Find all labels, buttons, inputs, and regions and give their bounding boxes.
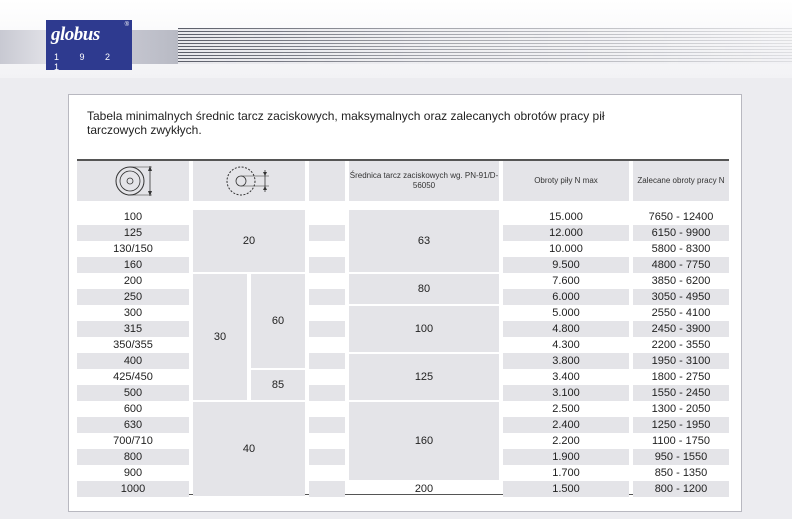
logo-wordmark: globus: [51, 24, 100, 45]
rpm-recommended-cell: 1800 - 2750: [651, 371, 711, 383]
rpm-recommended-cell: 2200 - 3550: [651, 339, 711, 351]
rpm-max-cell: 2.500: [552, 403, 580, 415]
logo-registered: ®: [124, 22, 129, 28]
logo-year: 1 9 2 1: [54, 52, 120, 72]
spacer-cell: [309, 321, 345, 337]
rpm-recommended-cell: 800 - 1200: [633, 481, 729, 497]
bore-diameter-icon: [219, 162, 279, 200]
saw-diameter-cell: 350/355: [113, 339, 153, 351]
bore-group-cell: 40: [193, 402, 305, 496]
rpm-max-cell: 12.000: [503, 225, 629, 241]
spacer-cell: [309, 481, 345, 497]
spacer-cell: [309, 241, 345, 257]
rpm-max-cell: 5.000: [552, 307, 580, 319]
header-bore-diameter: [193, 161, 305, 201]
rpm-recommended-cell: 850 - 1350: [654, 467, 708, 479]
table-caption: Tabela minimalnych średnic tarcz zaciskowych, maksymalnych oraz zalecanych obrotów pracy pił tarczowych zwykłych.: [87, 109, 605, 137]
clamp-group-cell: 200: [414, 483, 434, 495]
bore-sub-cell: 60: [251, 274, 305, 368]
spacer-cell: [309, 257, 345, 273]
rpm-recommended-cell: 1100 - 1750: [652, 435, 710, 447]
rpm-recommended-cell: 1250 - 1950: [633, 417, 729, 433]
spacer-cell: [309, 465, 345, 481]
rpm-max-cell: 9.500: [503, 257, 629, 273]
saw-diameter-cell: 425/450: [113, 371, 153, 383]
saw-diameter-cell: 160: [77, 257, 189, 273]
spacer-cell: [309, 289, 345, 305]
rpm-recommended-cell: 3850 - 6200: [651, 275, 711, 287]
header-band-mid: [132, 30, 178, 64]
saw-diameter-cell: 500: [77, 385, 189, 401]
saw-diameter-cell: 250: [77, 289, 189, 305]
rpm-recommended-cell: 6150 - 9900: [633, 225, 729, 241]
saw-diameter-cell: 630: [77, 417, 189, 433]
header-clamp-diameter: Średnica tarcz zaciskowych wg. PN-91/D-56050: [349, 161, 499, 201]
spacer-cell: [309, 273, 345, 289]
saw-diameter-cell: 315: [77, 321, 189, 337]
rpm-max-cell: 1.900: [503, 449, 629, 465]
header-saw-diameter: [77, 161, 189, 201]
spacer-cell: [309, 433, 345, 449]
header-band-left: [0, 30, 46, 64]
rpm-recommended-cell: 1950 - 3100: [633, 353, 729, 369]
header-spacer: [309, 161, 345, 201]
header-rpm-max: Obroty piły N max: [503, 161, 629, 201]
clamp-group-cell: 63: [349, 210, 499, 272]
globus-logo: [46, 20, 132, 70]
rpm-max-cell: 6.000: [503, 289, 629, 305]
rpm-max-cell: 7.600: [552, 275, 580, 287]
saw-diameter-cell: 900: [123, 467, 143, 479]
saw-diameter-cell: 600: [123, 403, 143, 415]
clamp-group-cell: 160: [349, 402, 499, 480]
rpm-max-cell: 15.000: [549, 211, 583, 223]
rpm-recommended-cell: 2550 - 4100: [651, 307, 711, 319]
clamp-group-cell: 125: [349, 354, 499, 400]
saw-diameter-cell: 125: [77, 225, 189, 241]
saw-diameter-cell: 130/150: [113, 243, 153, 255]
rpm-recommended-cell: 7650 - 12400: [648, 211, 714, 223]
saw-diameter-cell: 200: [123, 275, 143, 287]
saw-diameter-cell: 700/710: [113, 435, 153, 447]
rpm-max-cell: 4.300: [552, 339, 580, 351]
bore-sub-cell: 85: [251, 370, 305, 400]
rpm-recommended-cell: 3050 - 4950: [633, 289, 729, 305]
spacer-cell: [309, 225, 345, 241]
saw-diameter-cell: 800: [77, 449, 189, 465]
bore-group-cell: 30: [193, 274, 247, 400]
saw-diameter-cell: 100: [123, 211, 143, 223]
saw-blade-diameter-icon: [108, 162, 158, 200]
bore-group-cell: 20: [193, 210, 305, 272]
spacer-cell: [309, 305, 345, 321]
rpm-recommended-cell: 5800 - 8300: [651, 243, 711, 255]
rpm-max-cell: 3.100: [503, 385, 629, 401]
rpm-recommended-cell: 1300 - 2050: [651, 403, 711, 415]
table-panel: [68, 94, 742, 512]
rpm-max-cell: 3.800: [503, 353, 629, 369]
spacer-cell: [309, 385, 345, 401]
spacer-cell: [309, 401, 345, 417]
rpm-recommended-cell: 950 - 1550: [633, 449, 729, 465]
spacer-cell: [309, 449, 345, 465]
spacer-cell: [309, 417, 345, 433]
rpm-max-cell: 1.500: [503, 481, 629, 497]
spacer-cell: [309, 337, 345, 353]
header-stripes: [178, 28, 792, 64]
rpm-max-cell: 4.800: [503, 321, 629, 337]
saw-diameter-cell: 1000: [77, 481, 189, 497]
saw-diameter-cell: 400: [77, 353, 189, 369]
saw-diameter-cell: 300: [123, 307, 143, 319]
spacer-cell: [309, 369, 345, 385]
clamp-group-cell: 80: [349, 274, 499, 304]
rpm-max-cell: 2.200: [552, 435, 580, 447]
rpm-recommended-cell: 1550 - 2450: [633, 385, 729, 401]
spacer-cell: [309, 209, 345, 225]
rpm-max-cell: 10.000: [549, 243, 583, 255]
rpm-recommended-cell: 4800 - 7750: [633, 257, 729, 273]
header-rpm-recommended: Zalecane obroty pracy N: [633, 161, 729, 201]
spacer-cell: [309, 353, 345, 369]
rpm-max-cell: 2.400: [503, 417, 629, 433]
rpm-table: [77, 159, 729, 495]
rpm-max-cell: 3.400: [552, 371, 580, 383]
rpm-recommended-cell: 2450 - 3900: [633, 321, 729, 337]
header-gap: [77, 201, 729, 207]
rpm-max-cell: 1.700: [552, 467, 580, 479]
clamp-group-cell: 100: [349, 306, 499, 352]
